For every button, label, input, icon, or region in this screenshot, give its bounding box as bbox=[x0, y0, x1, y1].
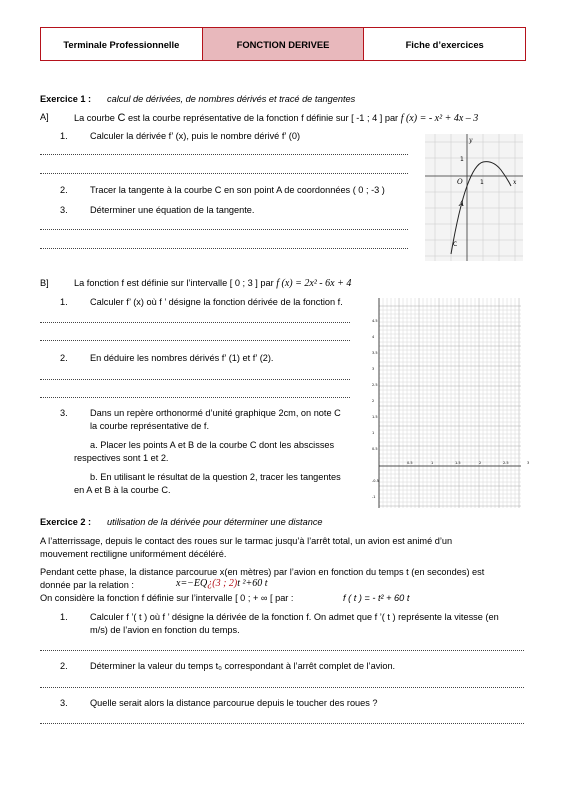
ex1b-statement: La fonction f est définie sur l’intervalle [ 0 ; 3 ] par f (x) = 2x² - 6x + 4 bbox=[74, 278, 352, 289]
ex2-q2-num: 2. bbox=[60, 661, 68, 671]
ex2-q2: Déterminer la valeur du temps t₀ correspondant à l’arrêt complet de l’avion. bbox=[90, 661, 396, 671]
ex1b-label: B] bbox=[40, 278, 49, 288]
ex1a-label: A] bbox=[40, 112, 49, 122]
x-tick-label: 1 bbox=[431, 461, 434, 465]
ex1b-q3-line1: Dans un repère orthonormé d’unité graphique 2cm, on note C bbox=[90, 408, 341, 418]
y-tick-label: 3 bbox=[372, 367, 375, 371]
ex2-p1-line1: A l’atterrissage, depuis le contact des roues sur le tarmac jusqu’à l’arrêt total, un avion est animé d’un bbox=[40, 536, 453, 546]
y-tick-label: 4 bbox=[372, 335, 375, 339]
ex2-relation: x=−EQ¿(3 ; 2)t ²+60 t bbox=[176, 578, 268, 589]
answer-line bbox=[40, 686, 524, 688]
ex2-label: Exercice 2 : bbox=[40, 517, 92, 527]
y-tick-label: -1 bbox=[372, 495, 376, 499]
ex1a-statement: La courbe C est la courbe représentative de la fonction f définie sur [ -1 ; 4 ] par f (x) = - x² + 4x – 3 bbox=[74, 112, 479, 124]
y-tick-label: 4.5 bbox=[372, 319, 378, 323]
x-tick-label: 2 bbox=[479, 461, 482, 465]
ex2-title: utilisation de la dérivée pour déterminer une distance bbox=[107, 517, 323, 527]
graph1-x-one: 1 bbox=[480, 179, 484, 186]
answer-line bbox=[40, 339, 350, 341]
y-tick-label: 2 bbox=[372, 399, 375, 403]
ex2-p2-line2: donnée par la relation : bbox=[40, 580, 134, 590]
answer-line bbox=[40, 153, 408, 155]
ex2-p2-line1: Pendant cette phase, la distance parcourue x(en mètres) par l’avion en fonction du temps t (en secondes) est bbox=[40, 567, 485, 577]
answer-line bbox=[40, 378, 350, 380]
ex2-q1-line1: Calculer f ’( t ) où f ’ désigne la dérivée de la fonction f. On admet que f ’( t ) représente la vitesse (en bbox=[90, 612, 499, 622]
ex2-p3-formula: f ( t ) = - t² + 60 t bbox=[343, 593, 410, 603]
ex2-q1-num: 1. bbox=[60, 612, 68, 622]
ex1b-q1: Calculer f’ (x) où f ’ désigne la fonction dérivée de la fonction f. bbox=[90, 297, 343, 307]
ex2-q3: Quelle serait alors la distance parcourue depuis le toucher des roues ? bbox=[90, 698, 378, 708]
ex1b-q3a-line1: a. Placer les points A et B de la courbe C dont les abscisses bbox=[90, 440, 335, 450]
ex2-q3-num: 3. bbox=[60, 698, 68, 708]
ex1b-q3-line2: la courbe représentative de f. bbox=[90, 421, 209, 431]
ex1a-q3-num: 3. bbox=[60, 205, 68, 215]
y-tick-label: 1 bbox=[372, 431, 375, 435]
graph1-point-a: A bbox=[459, 200, 465, 208]
ex1a-q1-num: 1. bbox=[60, 131, 68, 141]
answer-line bbox=[40, 228, 408, 230]
answer-line bbox=[40, 649, 524, 651]
ex1-title: calcul de dérivées, de nombres dérivés et tracé de tangentes bbox=[107, 94, 356, 104]
graph1-y-label: y bbox=[469, 137, 473, 144]
x-tick-label: 3 bbox=[527, 461, 530, 465]
graph1-origin: O bbox=[457, 178, 463, 186]
ex1b-q3b-line1: b. En utilisant le résultat de la question 2, tracer les tangentes bbox=[90, 472, 341, 482]
ex1b-q3-num: 3. bbox=[60, 408, 68, 418]
ex1a-q1: Calculer la dérivée f’ (x), puis le nombre dérivé f’ (0) bbox=[90, 131, 301, 141]
ex1-label: Exercice 1 : bbox=[40, 94, 92, 104]
answer-line bbox=[40, 247, 408, 249]
ex1b-q3a-line2: respectives sont 1 et 2. bbox=[74, 453, 169, 463]
graph1-y-one: 1 bbox=[460, 156, 464, 163]
header-level: Terminale Professionnelle bbox=[63, 38, 180, 50]
x-tick-label: 0.5 bbox=[407, 461, 413, 465]
x-tick-label: 2.5 bbox=[503, 461, 509, 465]
y-tick-label: 2.5 bbox=[372, 383, 378, 387]
ex1b-q2-num: 2. bbox=[60, 353, 68, 363]
ex2-q1-line2: m/s) de l’avion en fonction du temps. bbox=[90, 625, 240, 635]
grid-paper-graph bbox=[371, 296, 530, 510]
ex1b-q1-num: 1. bbox=[60, 297, 68, 307]
x-tick-label: 1.5 bbox=[455, 461, 461, 465]
graph1-x-label: x bbox=[513, 179, 517, 186]
answer-line bbox=[40, 722, 524, 724]
y-tick-label: 0.5 bbox=[372, 447, 378, 451]
ex1b-q2: En déduire les nombres dérivés f’ (1) et f’ (2). bbox=[90, 353, 274, 363]
ex2-p3: On considère la fonction f définie sur l’intervalle [ 0 ; + ∞ [ par : bbox=[40, 593, 294, 603]
header-type: Fiche d’exercices bbox=[405, 38, 484, 50]
ex1b-q3b-line2: en A et B à la courbe C. bbox=[74, 485, 171, 495]
ex1a-q2-num: 2. bbox=[60, 185, 68, 195]
ex1a-q3: Déterminer une équation de la tangente. bbox=[90, 205, 255, 215]
answer-line bbox=[40, 172, 408, 174]
ex1a-q2: Tracer la tangente à la courbe C en son point A de coordonnées ( 0 ; -3 ) bbox=[90, 185, 385, 195]
parabola-graph bbox=[425, 134, 523, 261]
y-tick-label: -0.5 bbox=[372, 479, 379, 483]
answer-line bbox=[40, 396, 350, 398]
graph1-curve-label: C bbox=[453, 241, 458, 248]
ex2-p1-line2: mouvement rectiligne uniformément décéléré. bbox=[40, 549, 227, 559]
y-tick-label: 1.5 bbox=[372, 415, 378, 419]
header-table bbox=[40, 27, 526, 61]
answer-line bbox=[40, 321, 350, 323]
header-title: FONCTION DERIVEE bbox=[202, 28, 365, 60]
y-tick-label: 3.5 bbox=[372, 351, 378, 355]
